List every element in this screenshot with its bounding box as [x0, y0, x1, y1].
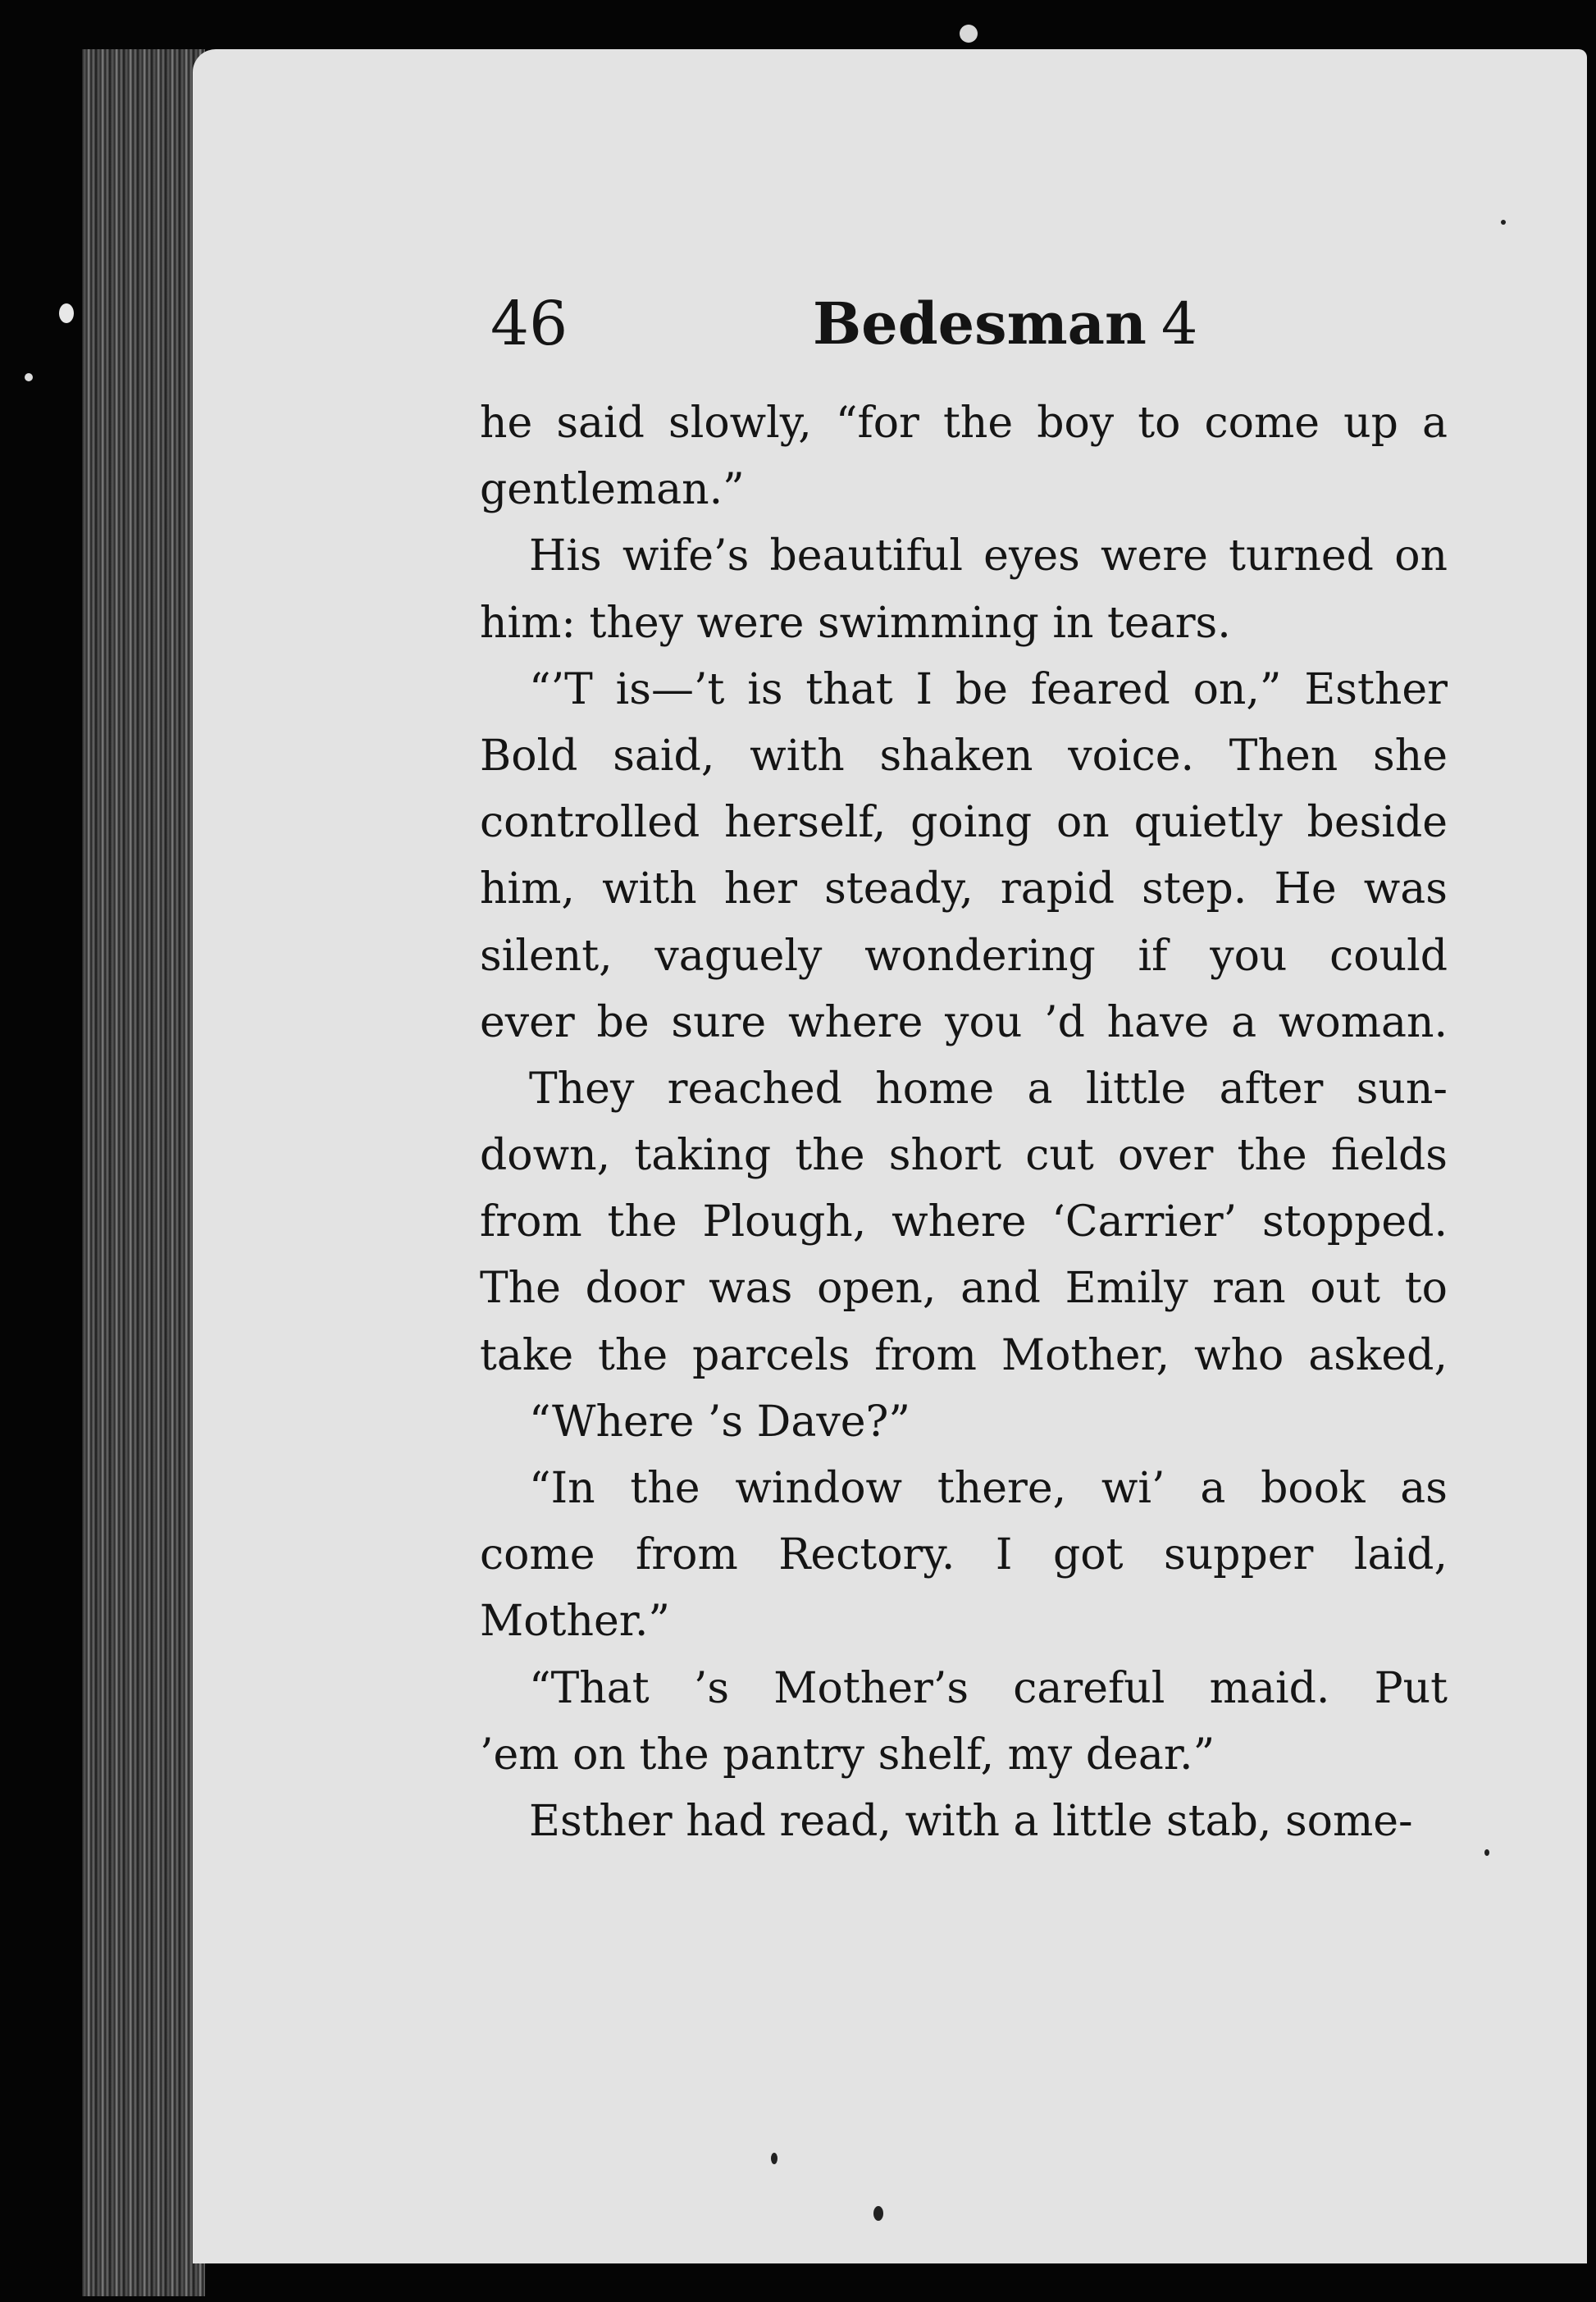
- text-line: They reached home a little after sun-: [529, 1064, 1448, 1114]
- running-head-number: 4: [1161, 290, 1198, 358]
- scan-speck: [25, 373, 33, 381]
- page-number: 46: [490, 289, 568, 359]
- text-line: ever be sure where you ’d have a woman.: [480, 997, 1448, 1047]
- text-line: controlled herself, going on quietly beside: [480, 798, 1448, 848]
- running-head: [813, 283, 1197, 365]
- text-line: come from Rectory. I got supper laid,: [480, 1530, 1448, 1580]
- text-line: he said slowly, “for the boy to come up a: [480, 399, 1448, 448]
- text-line: down, taking the short cut over the fields: [480, 1131, 1448, 1181]
- text-line: “In the window there, wi’ a book as: [529, 1464, 1448, 1513]
- scan-speck: [873, 2206, 883, 2221]
- text-line: take the parcels from Mother, who asked,: [480, 1330, 1448, 1380]
- text-line: “That ’s Mother’s careful maid. Put: [529, 1663, 1448, 1713]
- book-spine-edge: [82, 49, 205, 2296]
- body-text: [480, 390, 1448, 1855]
- text-line: Esther had read, with a little stab, some-: [529, 1796, 1413, 1846]
- text-line: him: they were swimming in tears.: [480, 598, 1231, 648]
- text-line: from the Plough, where ‘Carrier’ stopped.: [480, 1197, 1448, 1247]
- text-line: Bold said, with shaken voice. Then she: [480, 731, 1448, 781]
- scan-speck: [771, 2153, 777, 2164]
- text-line: ’em on the pantry shelf, my dear.”: [480, 1730, 1215, 1780]
- text-line: Mother.”: [480, 1597, 670, 1647]
- scan-speck: [1484, 1849, 1489, 1856]
- text-line: His wife’s beautiful eyes were turned on: [529, 531, 1448, 581]
- scan-speck: [960, 25, 978, 43]
- running-title: Bedesman: [813, 289, 1147, 358]
- page-header: [490, 283, 1198, 373]
- text-line: gentleman.”: [480, 465, 745, 515]
- text-line: The door was open, and Emily ran out to: [480, 1264, 1448, 1314]
- text-line: him, with her steady, rapid step. He was: [480, 864, 1448, 914]
- text-line: “Where ’s Dave?”: [529, 1397, 910, 1447]
- text-line: “’T is—’t is that I be feared on,” Esther: [529, 664, 1448, 714]
- text-line: silent, vaguely wondering if you could: [480, 931, 1448, 981]
- scan-speck: [59, 303, 74, 323]
- scan-speck: [1501, 220, 1506, 225]
